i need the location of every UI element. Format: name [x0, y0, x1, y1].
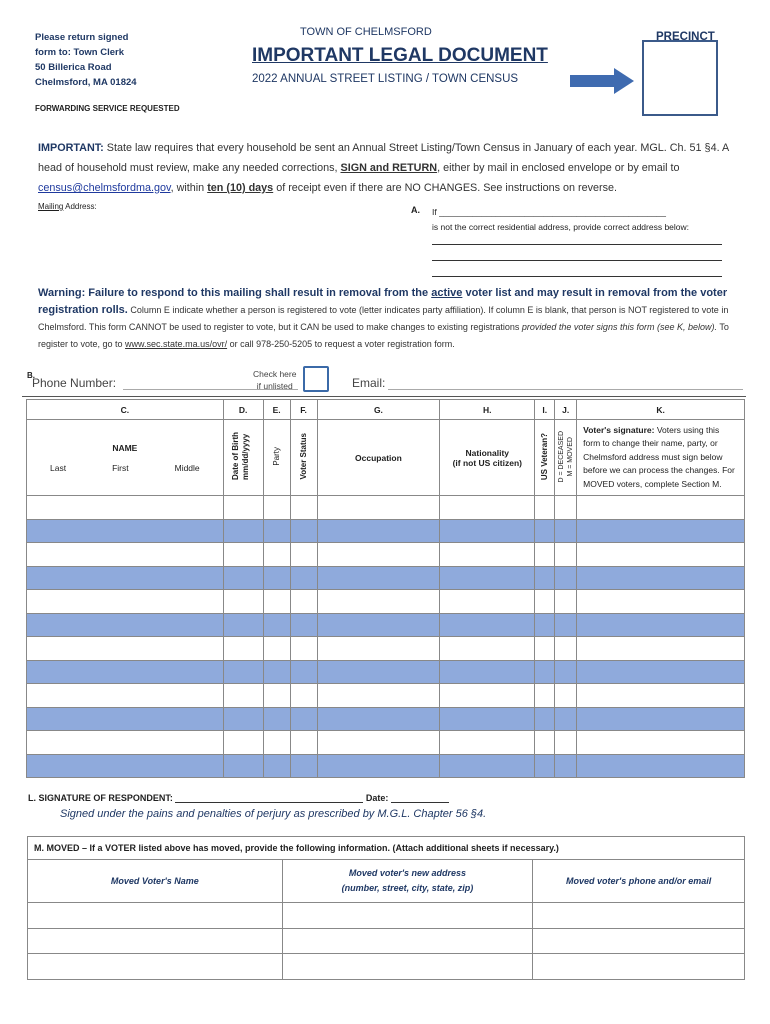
table-cell[interactable]	[27, 496, 224, 520]
party-header: Party	[263, 420, 290, 496]
table-cell[interactable]	[290, 707, 317, 731]
table-cell[interactable]	[27, 707, 224, 731]
table-row	[27, 496, 745, 520]
col-letter: C.	[27, 400, 224, 420]
forwarding-notice: FORWARDING SERVICE REQUESTED	[35, 104, 180, 113]
table-cell[interactable]	[317, 684, 440, 708]
table-cell[interactable]	[555, 566, 577, 590]
table-cell[interactable]	[555, 754, 577, 778]
table-cell[interactable]	[577, 613, 745, 637]
correct-text: is not the correct residential address, provide correct address below:	[432, 222, 690, 232]
table-cell[interactable]	[317, 590, 440, 614]
table-cell[interactable]	[535, 590, 555, 614]
table-cell[interactable]	[27, 566, 224, 590]
important-paragraph	[38, 138, 738, 198]
arrow-right-icon	[568, 66, 636, 96]
table-cell[interactable]	[223, 660, 263, 684]
table-cell[interactable]	[263, 684, 290, 708]
table-cell[interactable]	[440, 543, 535, 567]
address-line[interactable]	[432, 244, 722, 245]
table-cell[interactable]	[317, 637, 440, 661]
veteran-header: US Veteran?	[535, 420, 555, 496]
return-address	[35, 30, 137, 90]
table-cell[interactable]	[535, 519, 555, 543]
table-cell[interactable]	[317, 754, 440, 778]
table-row	[27, 684, 745, 708]
table-cell[interactable]	[223, 590, 263, 614]
table-cell[interactable]	[555, 613, 577, 637]
section-a-label: A.	[411, 205, 420, 215]
table-cell[interactable]	[440, 566, 535, 590]
nationality-header: Nationality (if not US citizen)	[440, 420, 535, 496]
signature-input[interactable]	[175, 793, 363, 803]
table-cell[interactable]	[263, 543, 290, 567]
col-letter: I.	[535, 400, 555, 420]
table-cell[interactable]	[440, 519, 535, 543]
table-cell[interactable]	[27, 754, 224, 778]
table-cell[interactable]	[223, 731, 263, 755]
warning-paragraph: Warning: Failure to respond to this mailing shall result in removal from the active voter list and may result in removal from the voter registration rolls. Column E indicate whether a person is registered to vote (letter indicates party affiliation). If column E is blank, that person is NOT registered to vote in Chelmsford. This form CANNOT be used to register to vote, but it CAN be used to make changes to existing registrations provided the voter signs this form (see K, below). To register to vote, go to www.sec.state.ma.us/ovr/ or call 978-250-5205 to request a voter registration form.	[38, 287, 729, 349]
table-cell[interactable]	[290, 637, 317, 661]
address-line[interactable]	[432, 260, 722, 261]
col-letter: G.	[317, 400, 440, 420]
table-cell[interactable]	[263, 637, 290, 661]
table-cell[interactable]	[440, 637, 535, 661]
table-row	[27, 754, 745, 778]
moved-cell[interactable]	[533, 954, 745, 980]
col-letter: J.	[555, 400, 577, 420]
table-cell[interactable]	[555, 637, 577, 661]
moved-table	[27, 836, 745, 980]
important-text: , within	[170, 182, 208, 194]
email-label: Email:	[352, 376, 386, 390]
first-label: First	[112, 462, 129, 473]
table-cell[interactable]	[223, 637, 263, 661]
table-cell[interactable]	[535, 637, 555, 661]
table-cell[interactable]	[290, 754, 317, 778]
deceased-header: D = DECEASED M = MOVED	[555, 420, 577, 496]
email-input[interactable]	[388, 389, 743, 390]
table-cell[interactable]	[317, 519, 440, 543]
return-line: Please return signed	[35, 32, 129, 43]
table-cell[interactable]	[317, 543, 440, 567]
important-text: , either by mail in enclosed envelope or by email to	[437, 162, 680, 174]
moved-row	[28, 928, 745, 954]
table-cell[interactable]	[577, 731, 745, 755]
table-cell[interactable]	[577, 590, 745, 614]
table-row	[27, 660, 745, 684]
table-cell[interactable]	[290, 566, 317, 590]
last-label: Last	[50, 462, 67, 473]
col-letter: H.	[440, 400, 535, 420]
table-cell[interactable]	[577, 754, 745, 778]
table-cell[interactable]	[290, 543, 317, 567]
mailing-address-label: Mailing Address:	[38, 202, 97, 211]
table-cell[interactable]	[440, 590, 535, 614]
return-line: form to: Town Clerk	[35, 47, 125, 58]
table-cell[interactable]	[440, 684, 535, 708]
if-line: If ________________________________________________	[432, 207, 666, 217]
important-lead: IMPORTANT:	[38, 142, 104, 154]
table-cell[interactable]	[263, 590, 290, 614]
table-cell[interactable]	[555, 684, 577, 708]
table-cell[interactable]	[440, 754, 535, 778]
table-cell[interactable]	[27, 731, 224, 755]
unlisted-label: Check here if unlisted	[253, 369, 297, 391]
table-cell[interactable]	[263, 496, 290, 520]
moved-cell[interactable]	[533, 903, 745, 929]
moved-address-header: Moved voter's new address (number, street, city, state, zip)	[282, 860, 533, 903]
moved-name-header: Moved Voter's Name	[28, 860, 283, 903]
sign-return: SIGN and RETURN	[340, 162, 438, 174]
table-cell[interactable]	[27, 519, 224, 543]
table-cell[interactable]	[223, 613, 263, 637]
precinct-label: PRECINCT	[656, 31, 715, 43]
signature-header: Voter's signature: Voters using this form to change their name, party, or Chelmsford address must sign below before we can process the changes. For MOVED voters, complete Section M.	[577, 420, 745, 496]
table-cell[interactable]	[555, 707, 577, 731]
moved-cell[interactable]	[28, 903, 283, 929]
table-cell[interactable]	[290, 590, 317, 614]
address-line[interactable]	[432, 276, 722, 277]
table-cell[interactable]	[263, 519, 290, 543]
table-cell[interactable]	[317, 707, 440, 731]
table-cell[interactable]	[317, 613, 440, 637]
moved-cell[interactable]	[282, 903, 533, 929]
table-cell[interactable]	[555, 731, 577, 755]
moved-cell[interactable]	[28, 928, 283, 954]
table-cell[interactable]	[223, 519, 263, 543]
section-b-label: B.	[27, 371, 35, 380]
table-row	[27, 707, 745, 731]
census-table	[26, 399, 745, 778]
table-cell[interactable]	[263, 613, 290, 637]
voter-status-header: Voter Status	[290, 420, 317, 496]
moved-row	[28, 954, 745, 980]
table-cell[interactable]	[290, 684, 317, 708]
table-cell[interactable]	[27, 637, 224, 661]
table-cell[interactable]	[317, 731, 440, 755]
moved-cell[interactable]	[28, 954, 283, 980]
table-cell[interactable]	[317, 566, 440, 590]
unlisted-checkbox[interactable]	[303, 366, 329, 392]
col-letter: K.	[577, 400, 745, 420]
name-header: NAME Last First Middle	[27, 420, 224, 496]
table-cell[interactable]	[440, 731, 535, 755]
table-row	[27, 590, 745, 614]
table-cell[interactable]	[290, 496, 317, 520]
table-cell[interactable]	[223, 754, 263, 778]
table-cell[interactable]	[577, 543, 745, 567]
divider	[22, 396, 746, 397]
table-cell[interactable]	[27, 590, 224, 614]
table-cell[interactable]	[27, 543, 224, 567]
table-cell[interactable]	[577, 660, 745, 684]
occupation-header: Occupation	[317, 420, 440, 496]
table-cell[interactable]	[440, 496, 535, 520]
table-cell[interactable]	[263, 754, 290, 778]
ten-days: ten (10) days	[207, 182, 274, 194]
moved-cell[interactable]	[282, 954, 533, 980]
table-row	[27, 613, 745, 637]
table-cell[interactable]	[577, 707, 745, 731]
table-cell[interactable]	[577, 519, 745, 543]
table-cell[interactable]	[27, 660, 224, 684]
table-cell[interactable]	[290, 519, 317, 543]
table-cell[interactable]	[535, 613, 555, 637]
table-cell[interactable]	[263, 731, 290, 755]
table-cell[interactable]	[555, 660, 577, 684]
table-cell[interactable]	[263, 566, 290, 590]
table-cell[interactable]	[223, 543, 263, 567]
table-cell[interactable]	[535, 707, 555, 731]
register-link[interactable]: www.sec.state.ma.us/ovr/	[125, 339, 228, 349]
perjury-statement: Signed under the pains and penalties of perjury as prescribed by M.G.L. Chapter 56 §4.	[60, 808, 487, 820]
address-correction	[432, 205, 689, 235]
table-cell[interactable]	[263, 660, 290, 684]
table-row	[27, 519, 745, 543]
precinct-box[interactable]	[642, 40, 718, 116]
table-cell[interactable]	[290, 731, 317, 755]
table-cell[interactable]	[223, 496, 263, 520]
table-cell[interactable]	[535, 754, 555, 778]
census-email-link[interactable]: census@chelmsfordma.gov	[38, 182, 171, 194]
document-subtitle: 2022 ANNUAL STREET LISTING / TOWN CENSUS	[252, 73, 519, 85]
return-line: 50 Billerica Road	[35, 62, 112, 73]
table-cell[interactable]	[555, 590, 577, 614]
table-cell[interactable]	[223, 707, 263, 731]
moved-contact-header: Moved voter's phone and/or email	[533, 860, 745, 903]
moved-row	[28, 903, 745, 929]
important-text: State law requires that every household be sent an Annual Street Listing/Town Census in January of each year. MGL. Ch. 51 §4. A head of household must review, make any needed corrections,	[38, 142, 729, 174]
table-cell[interactable]	[223, 566, 263, 590]
table-cell[interactable]	[535, 731, 555, 755]
table-cell[interactable]	[577, 566, 745, 590]
table-cell[interactable]	[535, 496, 555, 520]
moved-header: M. MOVED – If a VOTER listed above has moved, provide the following information. (Attach additional sheets if necessary.)	[28, 837, 745, 860]
middle-label: Middle	[174, 462, 200, 473]
table-cell[interactable]	[535, 543, 555, 567]
table-cell[interactable]	[440, 707, 535, 731]
table-cell[interactable]	[555, 496, 577, 520]
moved-cell[interactable]	[533, 928, 745, 954]
table-cell[interactable]	[290, 613, 317, 637]
table-cell[interactable]	[577, 637, 745, 661]
table-cell[interactable]	[440, 660, 535, 684]
table-cell[interactable]	[577, 496, 745, 520]
return-line: Chelmsford, MA 01824	[35, 77, 137, 88]
table-row	[27, 637, 745, 661]
town-name: TOWN OF CHELMSFORD	[300, 26, 432, 38]
table-cell[interactable]	[440, 613, 535, 637]
table-row	[27, 731, 745, 755]
table-cell[interactable]	[317, 496, 440, 520]
date-input[interactable]	[391, 793, 449, 803]
table-cell[interactable]	[223, 684, 263, 708]
col-letter: E.	[263, 400, 290, 420]
table-cell[interactable]	[555, 543, 577, 567]
col-letter: D.	[223, 400, 263, 420]
table-cell[interactable]	[27, 684, 224, 708]
table-row	[27, 543, 745, 567]
table-cell[interactable]	[317, 660, 440, 684]
table-cell[interactable]	[555, 519, 577, 543]
signature-line: L. SIGNATURE OF RESPONDENT: Date:	[28, 793, 449, 803]
table-cell[interactable]	[290, 660, 317, 684]
table-cell[interactable]	[27, 613, 224, 637]
table-row	[27, 566, 745, 590]
table-cell[interactable]	[535, 660, 555, 684]
document-title: IMPORTANT LEGAL DOCUMENT	[252, 45, 548, 66]
moved-cell[interactable]	[282, 928, 533, 954]
col-letter: F.	[290, 400, 317, 420]
phone-label: Phone Number:	[32, 376, 117, 390]
important-text: of receipt even if there are NO CHANGES. See instructions on reverse.	[273, 182, 618, 194]
table-cell[interactable]	[263, 707, 290, 731]
table-cell[interactable]	[535, 684, 555, 708]
table-cell[interactable]	[577, 684, 745, 708]
table-cell[interactable]	[535, 566, 555, 590]
dob-header: Date of Birth mm/dd/yyyy	[223, 420, 263, 496]
